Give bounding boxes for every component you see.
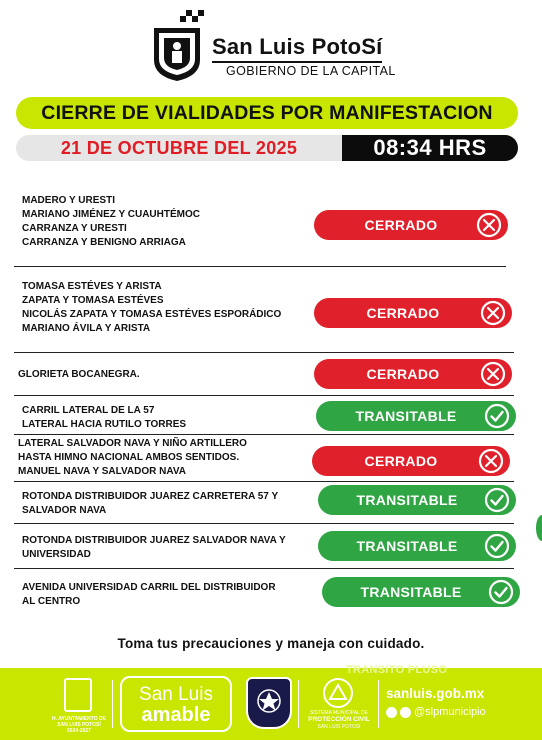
row-divider <box>14 523 514 524</box>
status-label: CERRADO <box>366 305 440 321</box>
street-name: CARRANZA Y URESTI <box>22 223 127 234</box>
street-name: GLORIETA BOCANEGRA. <box>18 369 140 380</box>
street-name: CARRIL LATERAL DE LA 57 <box>22 405 155 416</box>
time-banner <box>342 135 518 161</box>
footer-divider <box>112 680 113 728</box>
row-divider <box>14 352 514 353</box>
street-name: MADERO Y URESTI <box>22 195 115 206</box>
header <box>0 0 542 95</box>
street-list <box>22 280 281 336</box>
status-label: TRANSITABLE <box>356 538 458 554</box>
san-luis-amable-logo <box>120 676 232 732</box>
status-label: TRANSITABLE <box>355 408 457 424</box>
status-label: TRANSITABLE <box>356 492 458 508</box>
street-name: UNIVERSIDAD <box>22 549 91 560</box>
street-name: MARIANO ÁVILA Y ARISTA <box>22 323 151 334</box>
row-divider <box>14 568 514 569</box>
row-divider <box>14 434 514 435</box>
seal-icon <box>64 678 92 712</box>
status-badge <box>314 359 512 389</box>
advice-text: Toma tus precauciones y maneja con cuidado. <box>117 636 425 651</box>
street-list <box>22 194 200 250</box>
status-label: CERRADO <box>364 453 438 469</box>
amable-top-text: San Luis <box>139 684 213 705</box>
street-list <box>22 581 276 609</box>
status-label: CERRADO <box>364 217 438 233</box>
police-badge-icon <box>246 677 292 729</box>
row-divider <box>14 395 514 396</box>
street-name: AVENIDA UNIVERSIDAD CARRIL DEL DISTRIBUIDOR <box>22 582 276 593</box>
circle-x-icon <box>474 210 504 240</box>
status-label: CERRADO <box>366 366 440 382</box>
row-divider <box>14 266 506 267</box>
brand-subtitle: GOBIERNO DE LA CAPITAL <box>226 64 396 78</box>
status-label: TRANSITABLE <box>360 584 462 600</box>
ayuntamiento-logo <box>52 678 106 736</box>
status-badge <box>314 210 508 240</box>
street-list <box>22 534 286 562</box>
street-list <box>18 437 247 479</box>
street-name: NICOLÁS ZAPATA Y TOMASA ESTÉVES ESPORÁDICO <box>22 309 282 320</box>
page-title: CIERRE DE VIALIDADES POR MANIFESTACION <box>41 101 493 124</box>
street-name: MANUEL NAVA Y SALVADOR NAVA <box>18 466 186 477</box>
street-name: CARRANZA Y BENIGNO ARRIAGA <box>22 237 186 248</box>
website-link[interactable]: sanluis.gob.mx <box>386 686 485 701</box>
street-name: SALVADOR NAVA <box>22 505 107 516</box>
social-handle[interactable] <box>386 706 486 718</box>
footer <box>0 664 542 740</box>
street-name: AL CENTRO <box>22 596 81 607</box>
pc-bottom-text: SAN LUIS POTOSÍ <box>317 724 361 730</box>
street-name: ROTONDA DISTRIBUIDOR JUAREZ SALVADOR NAVA Y <box>22 535 286 546</box>
date-banner <box>16 135 342 161</box>
circle-check-icon <box>482 531 512 561</box>
street-name: LATERAL SALVADOR NAVA Y NIÑO ARTILLERO <box>18 438 247 449</box>
status-badge <box>312 446 510 476</box>
status-badge <box>318 531 516 561</box>
circle-x-icon <box>476 446 506 476</box>
status-badge <box>314 298 512 328</box>
circle-x-icon <box>478 359 508 389</box>
circle-check-icon <box>482 401 512 431</box>
edge-decoration <box>536 515 542 541</box>
street-name: ROTONDA DISTRIBUIDOR JUAREZ CARRETERA 57 Y <box>22 491 279 502</box>
amable-bottom-text: amable <box>141 704 211 726</box>
street-name: TOMASA ESTÉVES Y ARISTA <box>22 281 162 292</box>
street-name: MARIANO JIMÉNEZ Y CUAUHTÉMOC <box>22 209 200 220</box>
proteccion-civil-logo <box>304 678 374 734</box>
footer-divider <box>378 680 379 728</box>
street-list <box>22 404 186 432</box>
ayuntamiento-text: H. AYUNTAMIENTO DE SAN LUIS POTOSÍ 2024-2027 <box>52 716 106 734</box>
circle-x-icon <box>478 298 508 328</box>
title-banner <box>16 97 518 129</box>
facebook-icon <box>386 707 397 718</box>
time-text: 08:34 HRS <box>373 135 487 160</box>
row-divider <box>14 481 514 482</box>
status-badge <box>318 485 516 515</box>
street-name: LATERAL HACIA RUTILO TORRES <box>22 419 187 430</box>
pc-top-text: SISTEMA MUNICIPAL DE <box>309 710 369 716</box>
status-badge <box>316 401 516 431</box>
circle-check-icon <box>486 577 516 607</box>
street-list <box>18 368 140 382</box>
ghost-text: TRANSITO PLUSO <box>346 664 448 676</box>
x-icon <box>400 707 411 718</box>
status-badge <box>322 577 520 607</box>
social-handle-text: @slpmunicipio <box>414 706 486 718</box>
street-name: HASTA HIMNO NACIONAL AMBOS SENTIDOS. <box>18 452 240 463</box>
date-text: 21 DE OCTUBRE DEL 2025 <box>60 137 298 158</box>
brand-name: San Luis PotoSí <box>212 34 383 59</box>
pc-main-text: PROTECCIÓN CIVIL <box>308 716 370 723</box>
brand-underline <box>212 61 382 63</box>
street-name: ZAPATA Y TOMASA ESTÉVES <box>22 295 164 306</box>
footer-divider <box>298 680 299 728</box>
triangle-shield-icon <box>323 678 353 708</box>
circle-check-icon <box>482 485 512 515</box>
street-list <box>22 490 278 518</box>
city-crest-logo <box>150 10 204 82</box>
